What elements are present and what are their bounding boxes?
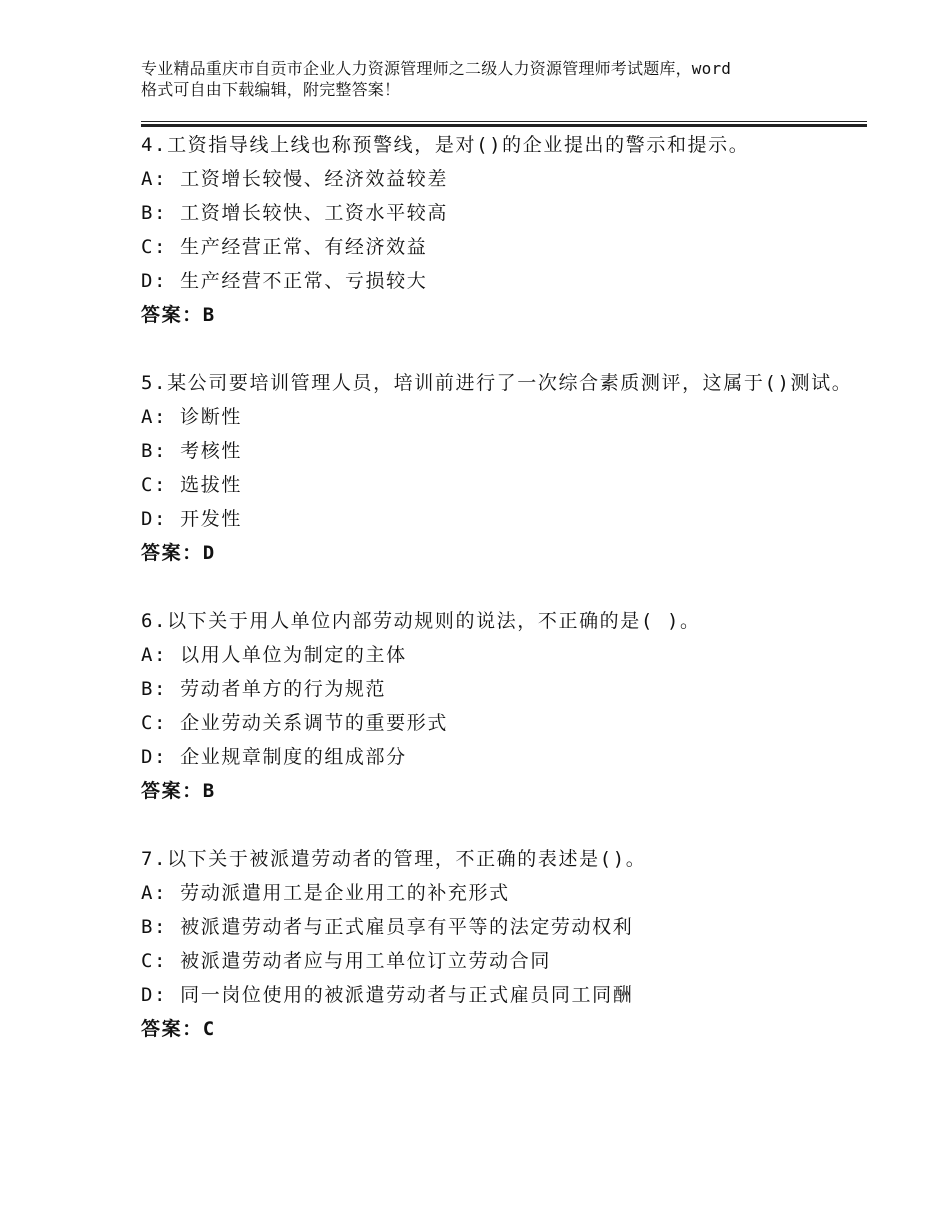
option-c: C: 生产经营正常、有经济效益 (141, 236, 428, 258)
question-6 (141, 604, 861, 808)
option-d: D: 企业规章制度的组成部分 (141, 746, 407, 768)
question-stem: 7.以下关于被派遣劳动者的管理，不正确的表述是()。 (141, 848, 647, 870)
option-a: A: 工资增长较慢、经济效益较差 (141, 168, 448, 190)
option-d: D: 同一岗位使用的被派遣劳动者与正式雇员同工同酬 (141, 984, 634, 1006)
option-a: A: 劳动派遣用工是企业用工的补充形式 (141, 882, 510, 904)
option-d: D: 开发性 (141, 508, 242, 530)
answer-label: 答案：C (141, 1018, 216, 1040)
option-a: A: 诊断性 (141, 406, 242, 428)
option-a: A: 以用人单位为制定的主体 (141, 644, 407, 666)
header-line-1: 专业精品重庆市自贡市企业人力资源管理师之二级人力资源管理师考试题库，word (141, 59, 732, 78)
answer-label: 答案：B (141, 304, 216, 326)
question-4 (141, 128, 861, 332)
option-b: B: 考核性 (141, 440, 242, 462)
option-c: C: 选拔性 (141, 474, 242, 496)
option-b: B: 劳动者单方的行为规范 (141, 678, 387, 700)
document-header (141, 58, 841, 100)
answer-label: 答案：B (141, 780, 216, 802)
question-stem: 6.以下关于用人单位内部劳动规则的说法，不正确的是( )。 (141, 610, 701, 632)
question-stem: 4.工资指导线上线也称预警线，是对()的企业提出的警示和提示。 (141, 134, 750, 156)
option-d: D: 生产经营不正常、亏损较大 (141, 270, 428, 292)
question-7 (141, 842, 861, 1046)
header-divider-thin (141, 121, 867, 122)
option-c: C: 被派遣劳动者应与用工单位订立劳动合同 (141, 950, 551, 972)
question-list (141, 128, 861, 1080)
option-c: C: 企业劳动关系调节的重要形式 (141, 712, 448, 734)
header-divider-thick (141, 124, 867, 127)
header-line-2: 格式可自由下载编辑，附完整答案！ (141, 80, 401, 99)
option-b: B: 被派遣劳动者与正式雇员享有平等的法定劳动权利 (141, 916, 634, 938)
question-5 (141, 366, 861, 570)
answer-label: 答案：D (141, 542, 216, 564)
option-b: B: 工资增长较快、工资水平较高 (141, 202, 448, 224)
question-stem: 5.某公司要培训管理人员，培训前进行了一次综合素质测评，这属于()测试。 (141, 372, 853, 394)
